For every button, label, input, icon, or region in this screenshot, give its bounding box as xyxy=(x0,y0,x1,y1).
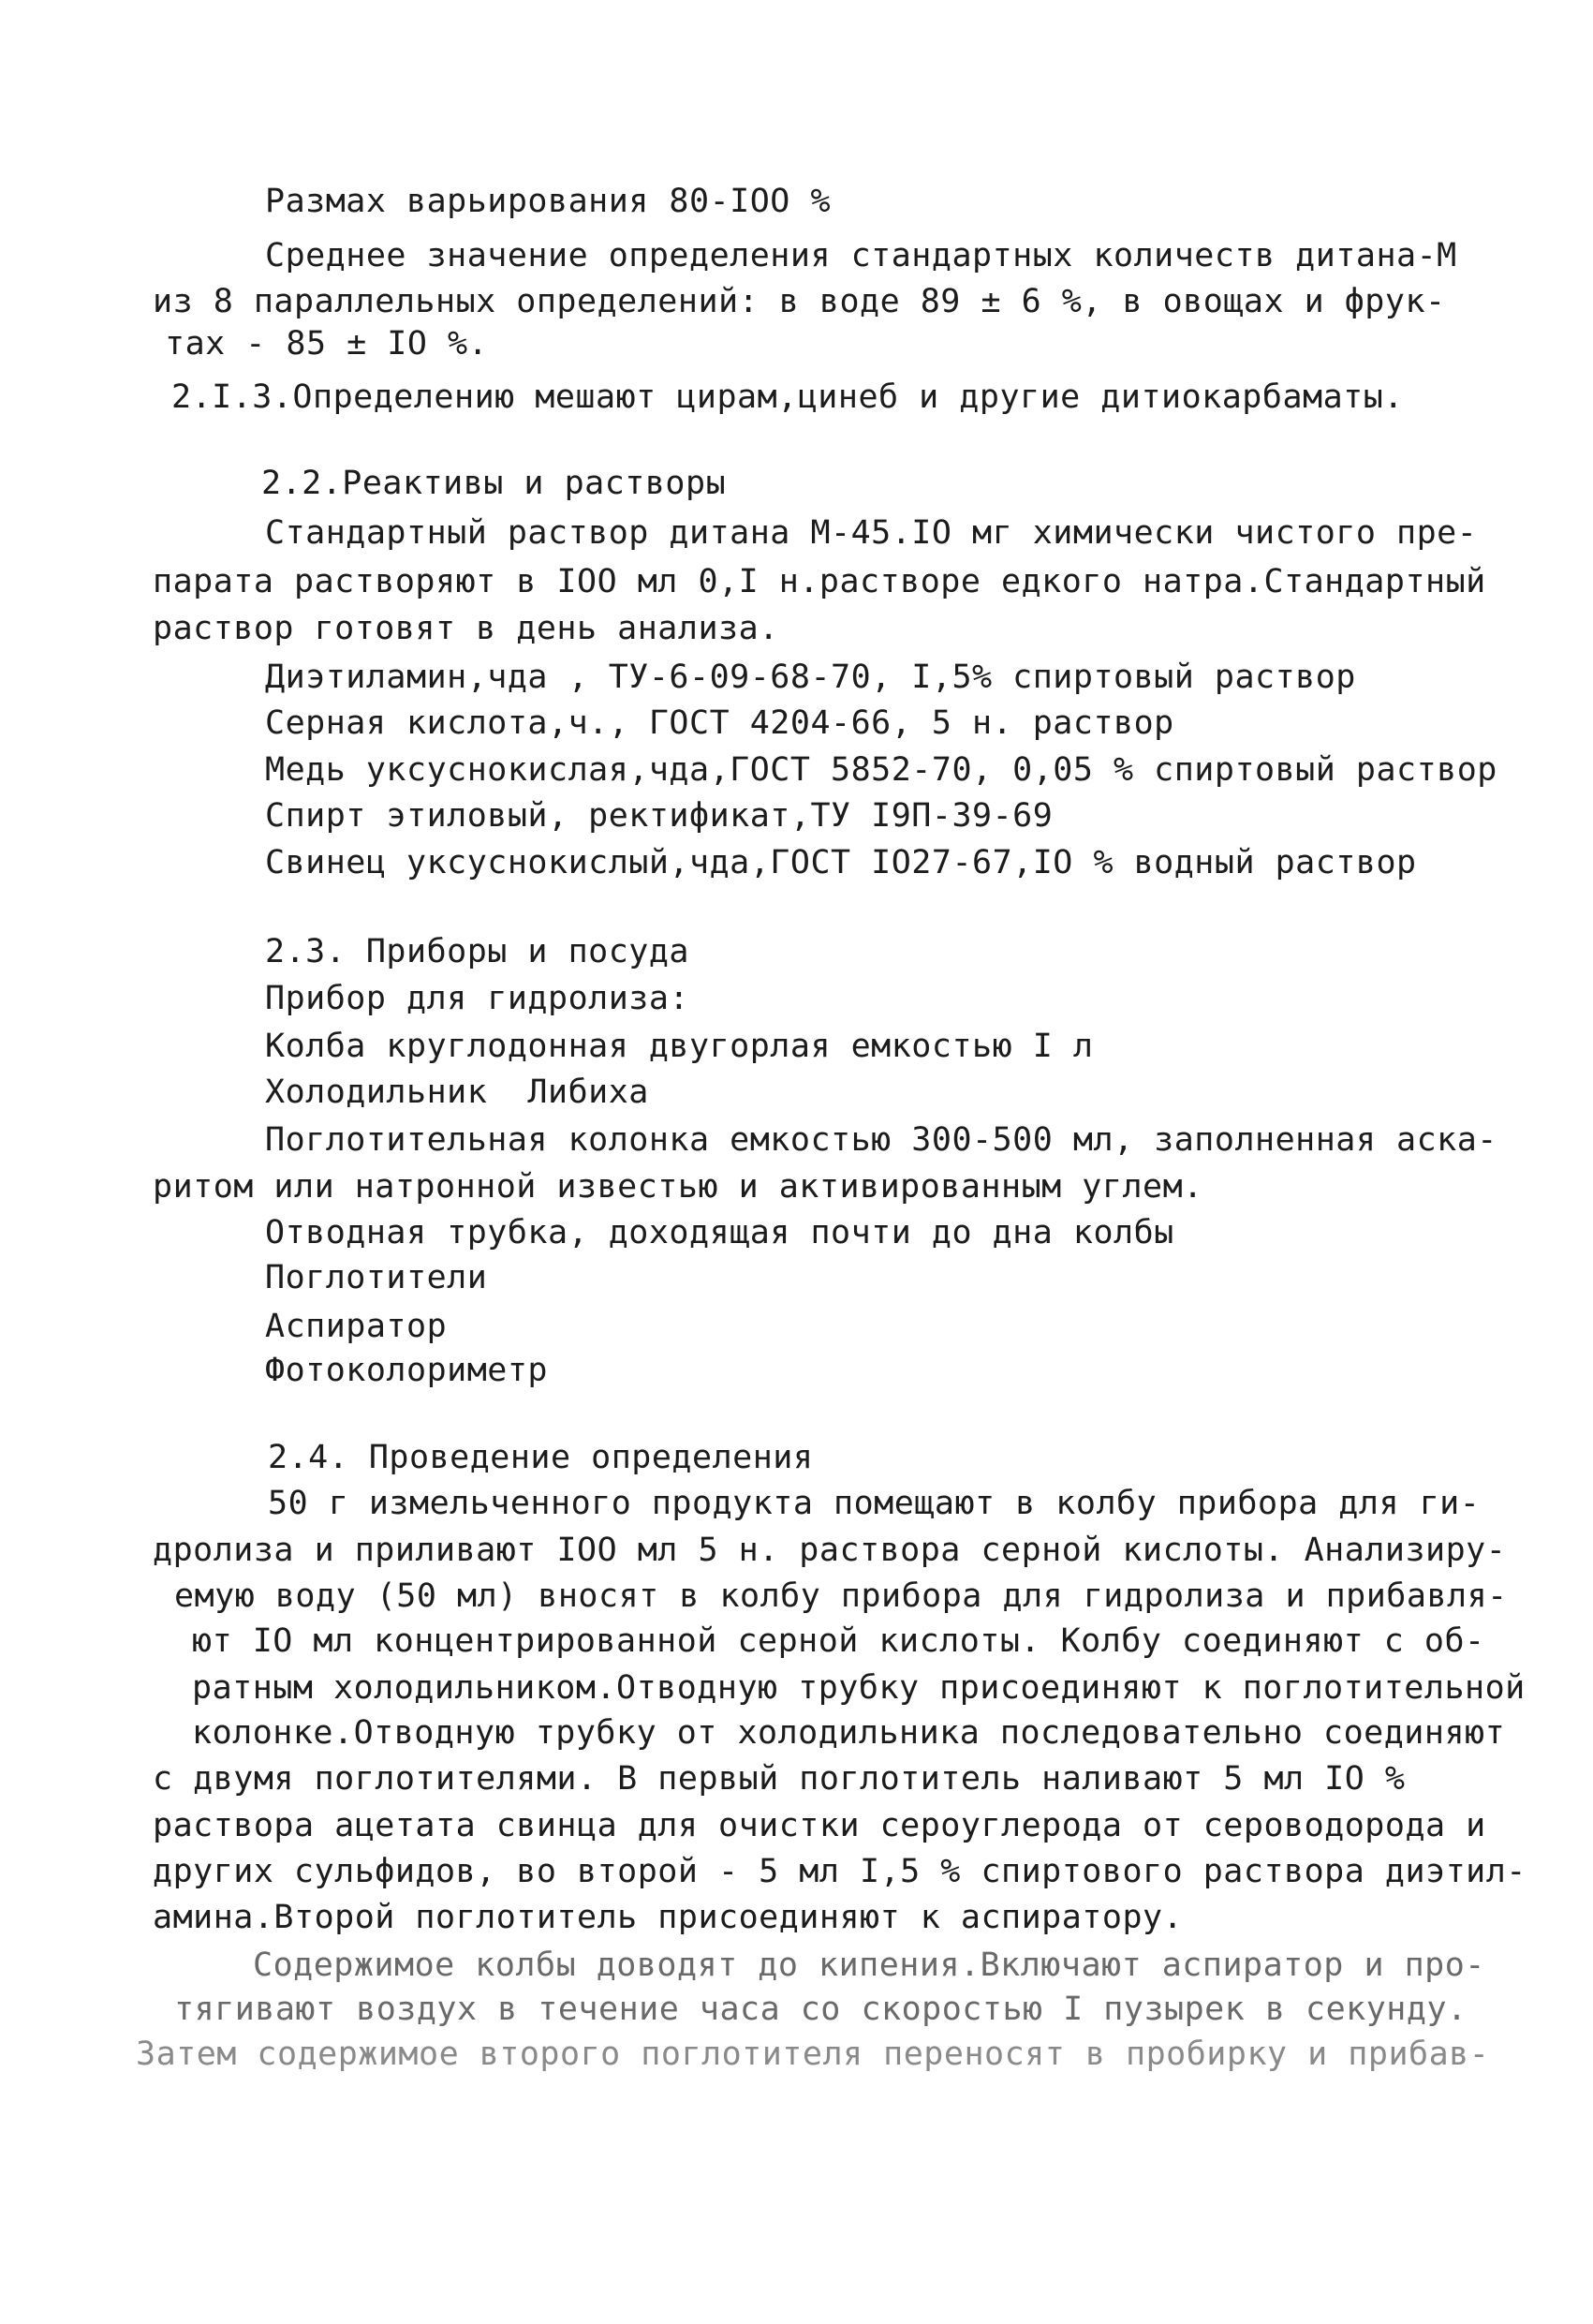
text-line: тягивают воздух в течение часа со скоростью I пузырек в секунду. xyxy=(174,1991,1468,2028)
text-line: других сульфидов, во второй - 5 мл I,5 % спиртового раствора диэтил- xyxy=(153,1853,1527,1890)
text-line: Стандартный раствор дитана М-45.IO мг химически чистого пре- xyxy=(265,514,1478,552)
text-line: Содержимое колбы доводят до кипения.Включают аспиратор и про- xyxy=(253,1947,1485,1984)
equipment-item: Отводная трубка, доходящая почти до дна колбы xyxy=(265,1214,1174,1251)
equipment-item: Фотоколориметр xyxy=(265,1352,549,1389)
equipment-item: Поглотительная колонка емкостью 300-500 мл, заполненная аска- xyxy=(265,1121,1497,1159)
section-heading: 2.I.3.Определению мешают цирам,цинеб и другие дитиокарбаматы. xyxy=(171,378,1404,416)
text-line: Затем содержимое второго поглотителя переносят в пробирку и прибав- xyxy=(136,2035,1490,2073)
text-line: амина.Второй поглотитель присоединяют к аспиратору. xyxy=(153,1899,1184,1936)
reagent-item: Диэтиламин,чда , ТУ-6-09-68-70, I,5% спиртовый раствор xyxy=(265,659,1356,696)
text-line: из 8 параллельных определений: в воде 89 ± 6 %, в овощах и фрук- xyxy=(153,283,1446,320)
equipment-item: Прибор для гидролиза: xyxy=(265,980,690,1017)
text-line: парата растворяют в IOO мл 0,I н.растворе едкого натра.Стандартный xyxy=(153,563,1486,600)
equipment-item: Колба круглодонная двугорлая емкостью I л xyxy=(265,1028,1094,1065)
text-line: ют IO мл концентрированной серной кислоты. Колбу соединяют с об- xyxy=(192,1622,1485,1660)
text-line: дролиза и приливают IOO мл 5 н. раствора серной кислоты. Анализиру- xyxy=(153,1532,1507,1569)
equipment-item: ритом или натронной известью и активированным углем. xyxy=(153,1168,1203,1206)
reagent-item: Свинец уксуснокислый,чда,ГОСТ IO27-67,IO % водный раствор xyxy=(265,844,1417,881)
text-line: Размах варьирования 80-IOO % xyxy=(265,183,832,220)
text-line: раствора ацетата свинца для очистки сероуглерода от сероводорода и xyxy=(153,1807,1486,1844)
section-heading: 2.3. Приборы и посуда xyxy=(265,933,690,970)
equipment-item: Поглотители xyxy=(265,1259,488,1296)
section-heading: 2.2.Реактивы и растворы xyxy=(261,465,727,502)
equipment-item: Аспиратор xyxy=(265,1308,448,1345)
text-line: 50 г измельченного продукта помещают в колбу прибора для ги- xyxy=(268,1485,1481,1522)
text-line: емую воду (50 мл) вносят в колбу прибора для гидролиза и прибавля- xyxy=(174,1577,1508,1615)
reagent-item: Спирт этиловый, ректификат,ТУ I9П-39-69 xyxy=(265,797,1054,835)
section-heading: 2.4. Проведение определения xyxy=(268,1439,814,1476)
text-line: ратным холодильником.Отводную трубку присоединяют к поглотительной xyxy=(192,1669,1526,1707)
text-line: колонке.Отводную трубку от холодильника последовательно соединяют xyxy=(192,1714,1506,1752)
text-line: с двумя поглотителями. В первый поглотитель наливают 5 мл IO % xyxy=(153,1760,1406,1798)
reagent-item: Серная кислота,ч., ГОСТ 4204-66, 5 н. раствор xyxy=(265,704,1174,742)
text-line: Среднее значение определения стандартных количеств дитана-М xyxy=(265,237,1457,274)
reagent-item: Медь уксуснокислая,чда,ГОСТ 5852-70, 0,05 % спиртовый раствор xyxy=(265,751,1497,789)
equipment-item: Холодильник Либиха xyxy=(265,1073,649,1111)
text-line: раствор готовят в день анализа. xyxy=(153,610,779,647)
text-line: тах - 85 ± IO %. xyxy=(165,325,489,363)
